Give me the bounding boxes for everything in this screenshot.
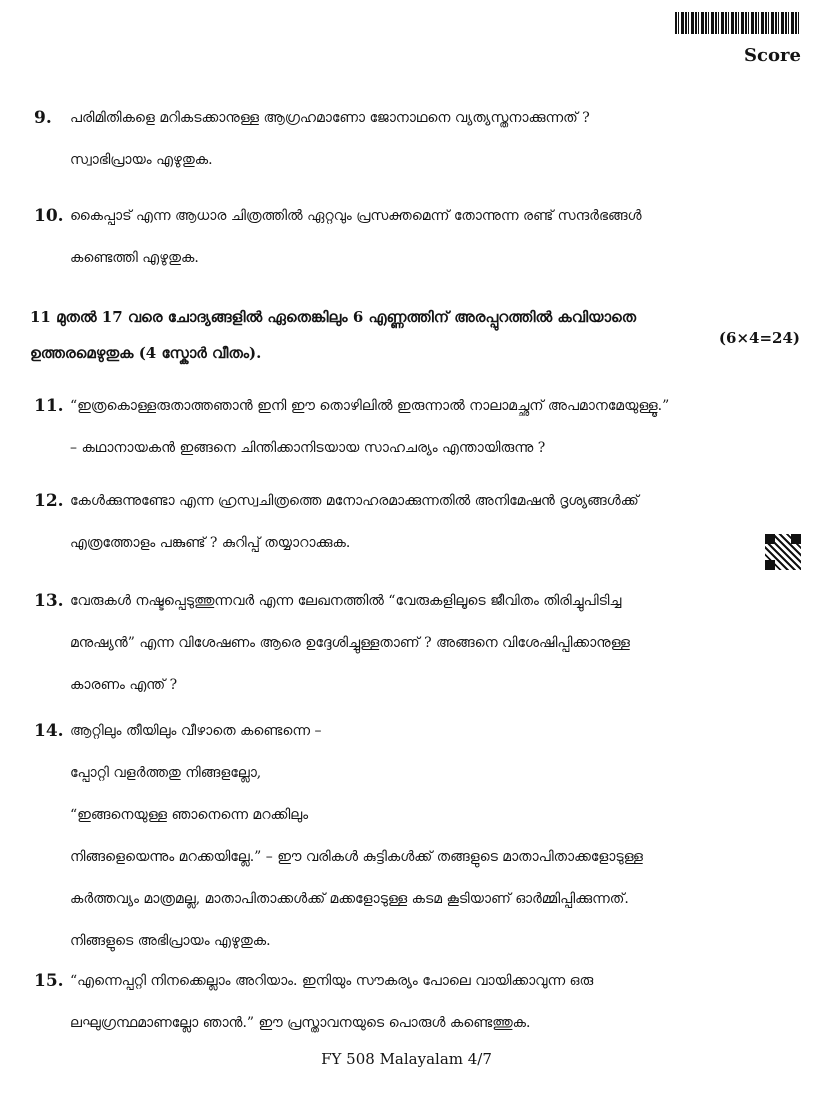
instruction-line: ഉത്തരമെഴുതുക (4 സ്കോർ വീതം). (30, 344, 262, 362)
question-15 (34, 971, 774, 1033)
qr-code-icon (764, 533, 802, 571)
question-text: സ്വാഭിപ്രായം എഴുതുക. (70, 152, 213, 168)
question-number: 14. (34, 721, 64, 741)
question-text: ആറ്റിലും തീയിലും വീഴാതെ കണ്ടെന്നെ – (70, 723, 322, 739)
question-text: – കഥാനായകൻ ഇങ്ങനെ ചിന്തിക്കാനിടയായ സാഹചര്യം എന്തായിരുന്നു ? (70, 440, 546, 456)
question-number: 12. (34, 491, 64, 511)
instruction-line: 11 മുതൽ 17 വരെ ചോദ്യങ്ങളിൽ ഏതെങ്കിലും 6 എണ്ണത്തിന് അരപ്പുറത്തിൽ കവിയാതെ (30, 308, 637, 326)
question-text: പ്പോറ്റി വളർത്തതു നിങ്ങളല്ലോ, (70, 765, 262, 781)
question-text: “ഇങ്ങനെയുള്ള ഞാനെന്നെ മറക്കിലും (70, 807, 309, 823)
question-number: 11. (34, 396, 64, 416)
question-text: കാരണം എന്ത് ? (70, 677, 178, 693)
question-text: വേരുകൾ നഷ്ടപ്പെടുത്തുന്നവർ എന്ന ലേഖനത്തിൽ “വേരുകളിലൂടെ ജീവിതം തിരിച്ചുപിടിച്ച (70, 593, 622, 609)
section-instruction (30, 307, 800, 379)
question-14 (34, 721, 774, 951)
question-text: പരിമിതികളെ മറികടക്കാനുള്ള ആഗ്രഹമാണോ ജോനാഥനെ വ്യത്യസ്തനാക്കുന്നത് ? (70, 110, 590, 126)
question-text: കൈപ്പാട് എന്ന ആധാര ചിത്രത്തിൽ ഏറ്റവും പ്രസക്തമെന്ന് തോന്നുന്ന രണ്ട് സന്ദർഭങ്ങൾ (70, 208, 642, 224)
question-10 (34, 206, 774, 268)
question-12 (34, 491, 774, 553)
question-text: കണ്ടെത്തി എഴുതുക. (70, 250, 199, 266)
question-text: കേൾക്കുന്നുണ്ടോ എന്ന ഹ്രസ്വചിത്രത്തെ മനോഹരമാക്കുന്നതിൽ അനിമേഷൻ ദൃശ്യങ്ങൾക്ക് (70, 493, 639, 509)
question-number: 13. (34, 591, 64, 611)
question-text: “എന്നെപ്പറ്റി നിനക്കെല്ലാം അറിയാം. ഇനിയും സൗകര്യം പോലെ വായിക്കാവുന്ന ഒരു (70, 973, 594, 989)
score-label: Score (744, 45, 801, 66)
question-11 (34, 396, 774, 458)
question-9 (34, 108, 774, 170)
question-13 (34, 591, 774, 695)
question-text: നിങ്ങളുടെ അഭിപ്രായം എഴുതുക. (70, 933, 271, 949)
question-text: മനുഷ്യൻ” എന്ന വിശേഷണം ആരെ ഉദ്ദേശിച്ചുള്ളതാണ് ? അങ്ങനെ വിശേഷിപ്പിക്കാനുള്ള (70, 635, 630, 651)
marks-label: (6×4=24) (718, 329, 800, 347)
question-number: 10. (34, 206, 64, 226)
barcode (675, 12, 799, 34)
page-footer: FY 508 Malayalam 4/7 (321, 1050, 492, 1068)
question-text: ലഘുഗ്രന്ഥമാണല്ലോ ഞാൻ.” ഈ പ്രസ്താവനയുടെ പൊരുൾ കണ്ടെത്തുക. (70, 1015, 531, 1031)
question-number: 9. (34, 108, 52, 128)
question-text: “ഇത്രകൊള്ളരുതാത്തഞാൻ ഇനി ഈ തൊഴിലിൽ ഇരുന്നാൽ നാലാമച്ഛന് അപമാനമേയുള്ളൂ.” (70, 398, 670, 414)
question-text: നിങ്ങളെയെന്നും മറക്കയില്ലേ.” – ഈ വരികൾ കുട്ടികൾക്ക് തങ്ങളുടെ മാതാപിതാക്കളോടുള്ള (70, 849, 643, 865)
question-text: എത്രത്തോളം പങ്കുണ്ട് ? കുറിപ്പ് തയ്യാറാക്കുക. (70, 535, 351, 551)
question-text: കർത്തവ്യം മാത്രമല്ല, മാതാപിതാക്കൾക്ക് മക്കളോടുള്ള കടമ കൂടിയാണ് ഓർമ്മിപ്പിക്കുന്നത്. (70, 891, 629, 907)
question-number: 15. (34, 971, 64, 991)
